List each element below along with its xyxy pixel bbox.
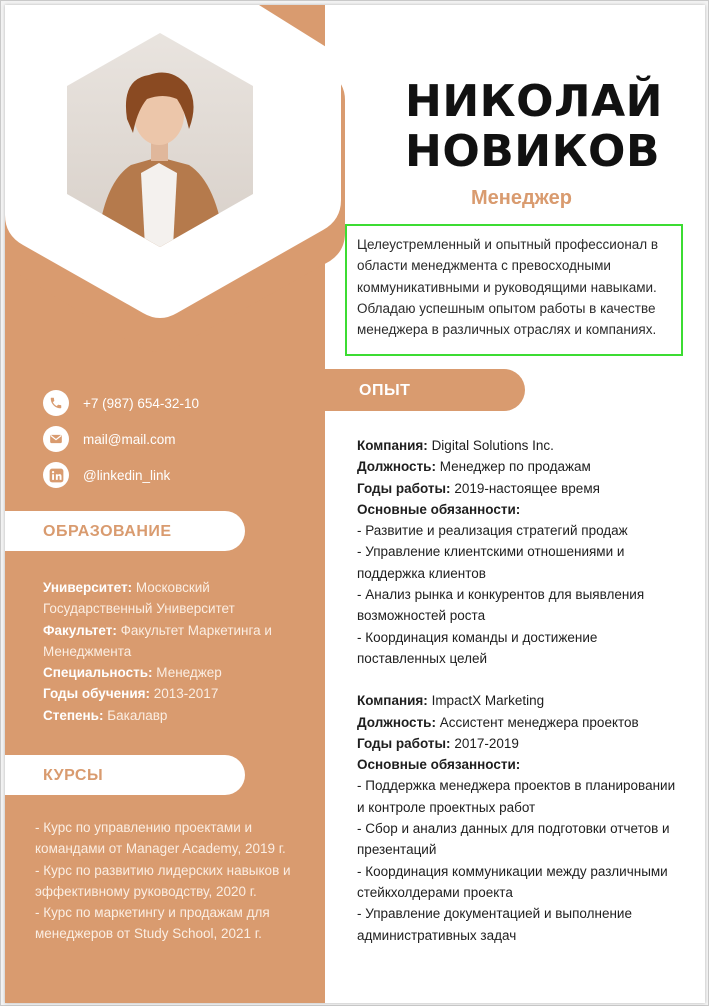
contact-linkedin[interactable] bbox=[43, 457, 199, 493]
mail-icon bbox=[43, 426, 69, 452]
contact-phone-text: +7 (987) 654-32-10 bbox=[83, 395, 199, 411]
education-heading: ОБРАЗОВАНИЕ bbox=[5, 511, 245, 551]
first-name: НИКОЛАЙ bbox=[405, 76, 663, 127]
job-years: Годы работы: 2017-2019 bbox=[357, 735, 519, 751]
job-duty: - Управление клиентскими отношениями и поддержка клиентов bbox=[357, 544, 625, 581]
education-degree: Степень: Бакалавр bbox=[43, 707, 168, 723]
education-university: Университет: Московский Государственный Университет bbox=[43, 580, 235, 617]
last-name: НОВИКОВ bbox=[405, 126, 660, 177]
experience-section bbox=[357, 435, 677, 967]
job-years: Годы работы: 2019-настоящее время bbox=[357, 480, 600, 496]
courses-section bbox=[35, 817, 313, 945]
experience-heading: ОПЫТ bbox=[325, 369, 525, 411]
linkedin-icon bbox=[43, 462, 69, 488]
job-position: Должность: Менеджер по продажам bbox=[357, 459, 591, 475]
course-item: - Курс по маркетингу и продажам для менеджеров от Study School, 2021 г. bbox=[35, 905, 270, 942]
job-duty: - Сбор и анализ данных для подготовки отчетов и презентаций bbox=[357, 821, 670, 858]
contacts-list bbox=[43, 385, 199, 493]
job-duty: - Анализ рынка и конкурентов для выявления возможностей роста bbox=[357, 587, 645, 624]
job-duty: - Поддержка менеджера проектов в планировании и контроле проектных работ bbox=[357, 778, 676, 815]
education-specialty: Специальность: Менеджер bbox=[43, 665, 222, 681]
course-item: - Курс по управлению проектами и командами от Manager Academy, 2019 г. bbox=[35, 820, 286, 857]
job-duties-label: Основные обязанности: bbox=[357, 757, 521, 773]
job-duty: - Развитие и реализация стратегий продаж bbox=[357, 523, 628, 539]
job-position: Должность: Ассистент менеджера проектов bbox=[357, 714, 639, 730]
job-entry-1 bbox=[357, 435, 677, 669]
contact-email-text: mail@mail.com bbox=[83, 431, 176, 447]
contact-phone[interactable] bbox=[43, 385, 199, 421]
contact-linkedin-text: @linkedin_link bbox=[83, 467, 171, 483]
summary-text-box[interactable]: Целеустремленный и опытный профессионал в области менеджмента с превосходными коммуникативными и руководящими навыками. Обладаю успешным опытом работы в качестве менеджера в различных отраслях и компаниях. bbox=[345, 224, 683, 356]
education-section bbox=[43, 577, 305, 726]
job-duty: - Управление документацией и выполнение административных задач bbox=[357, 906, 632, 943]
contact-email[interactable] bbox=[43, 421, 199, 457]
job-title: Менеджер bbox=[471, 187, 572, 209]
education-faculty: Факультет: Факультет Маркетинга и Менеджмента bbox=[43, 622, 272, 659]
job-duty: - Координация команды и достижение поставленных целей bbox=[357, 629, 598, 666]
resume-page bbox=[5, 5, 705, 1003]
job-entry-2 bbox=[357, 690, 677, 946]
job-duty: - Координация коммуникации между различными стейкхолдерами проекта bbox=[357, 863, 668, 900]
profile-photo bbox=[67, 33, 253, 247]
full-name bbox=[405, 77, 665, 177]
job-company: Компания: Digital Solutions Inc. bbox=[357, 438, 554, 453]
job-duties-label: Основные обязанности: bbox=[357, 501, 521, 517]
course-item: - Курс по развитию лидерских навыков и эффективному руководству, 2020 г. bbox=[35, 862, 291, 899]
job-company: Компания: ImpactX Marketing bbox=[357, 693, 545, 709]
phone-icon bbox=[43, 390, 69, 416]
courses-heading: КУРСЫ bbox=[5, 755, 245, 795]
education-years: Годы обучения: 2013-2017 bbox=[43, 686, 219, 702]
